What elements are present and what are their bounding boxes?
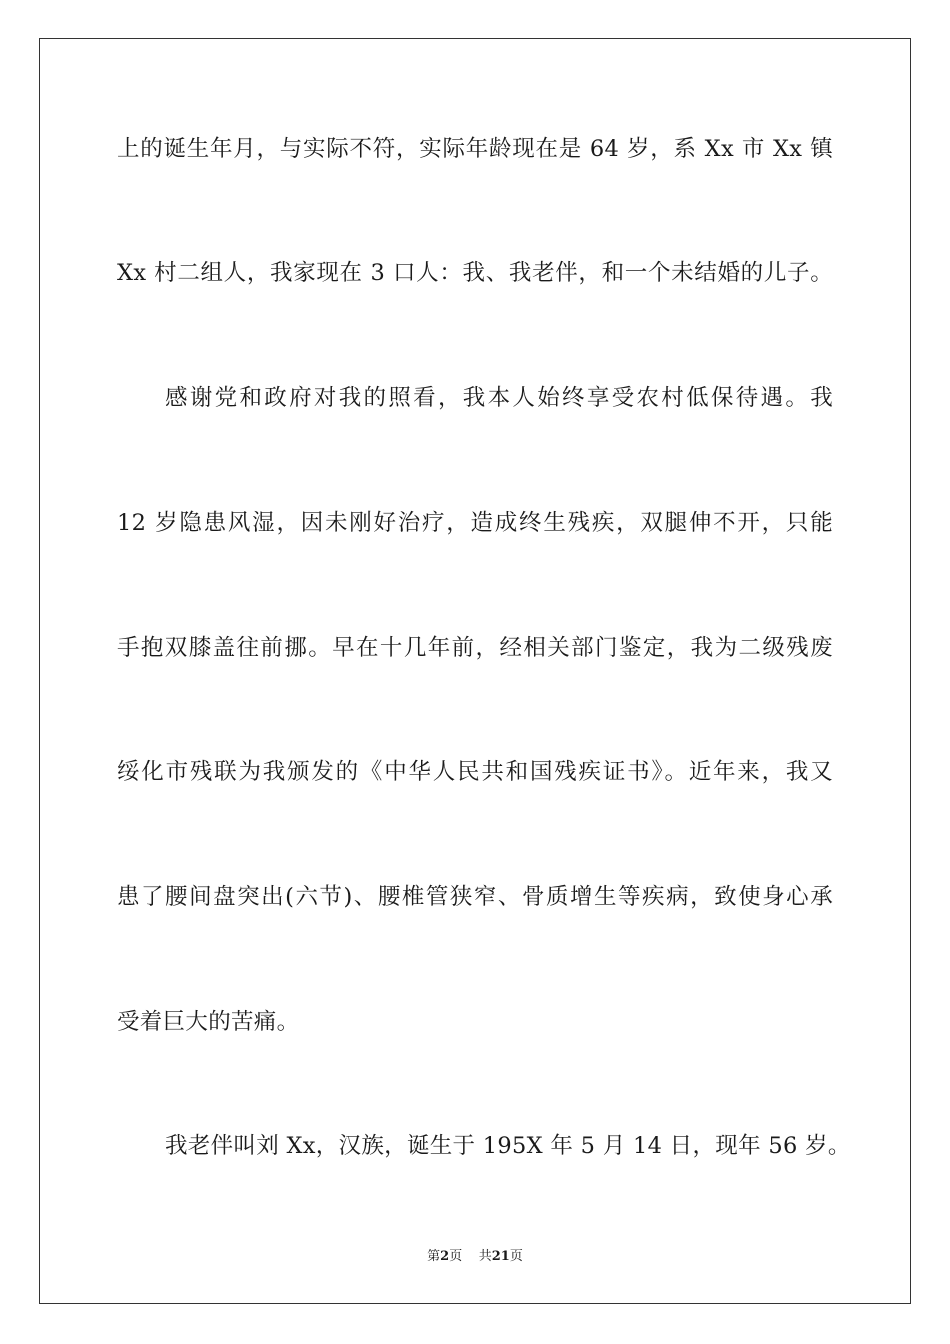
footer-total-prefix: 共 — [478, 1249, 492, 1264]
footer-total-suffix: 页 — [509, 1249, 523, 1264]
body-line-2: Xx 村二组人，我家现在 3 口人：我、我老伴，和一个未结婚的儿子。 — [117, 260, 833, 286]
footer-page-prefix: 第 — [427, 1249, 441, 1264]
body-line-3: 感谢党和政府对我的照看，我本人始终享受农村低保待遇。我 — [165, 385, 833, 411]
footer-page-suffix: 页 — [449, 1249, 463, 1264]
body-line-8: 受着巨大的苦痛。 — [117, 1009, 300, 1035]
footer-page-number: 2 — [440, 1249, 450, 1264]
body-line-1: 上的诞生年月，与实际不符，实际年龄现在是 64 岁，系 Xx 市 Xx 镇 — [117, 136, 833, 162]
body-line-6: 绥化市残联为我颁发的《中华人民共和国残疾证书》。近年来，我又 — [117, 759, 833, 785]
body-line-5: 手抱双膝盖往前挪。早在十几年前，经相关部门鉴定，我为二级残废 — [117, 635, 833, 661]
footer-total-pages: 21 — [491, 1249, 510, 1264]
body-line-9: 我老伴叫刘 Xx，汉族，诞生于 195X 年 5 月 14 日，现年 56 岁。 — [165, 1133, 851, 1159]
body-line-4: 12 岁隐患风湿，因未刚好治疗，造成终生残疾，双腿伸不开，只能 — [117, 510, 833, 536]
page-border — [39, 38, 911, 1304]
page-footer — [0, 1248, 950, 1266]
body-line-7: 患了腰间盘突出(六节)、腰椎管狭窄、骨质增生等疾病，致使身心承 — [117, 884, 833, 910]
